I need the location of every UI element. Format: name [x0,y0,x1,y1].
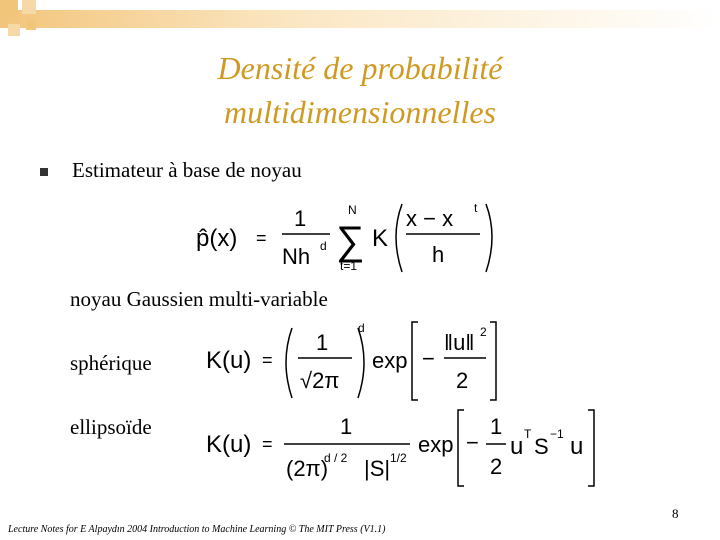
estimator-arg-exp: t [474,201,478,215]
spherical-eq: = [262,350,273,370]
spherical-den: √2π [300,368,340,393]
slide-title [150,46,570,134]
gaussian-label: noyau Gaussien multi-variable [70,287,328,311]
bullet-square-icon [40,168,48,176]
ellipsoid-quad-u: u [510,433,524,460]
header-decoration [0,0,720,40]
kernel-estimator-formula [190,196,500,280]
sum-bottom: t=1 [340,259,358,273]
ellipsoid-u: u [570,433,584,460]
sum-top: N [348,203,357,217]
spherical-exp-d: d [358,321,365,335]
ellipsoid-lhs: K(u) [206,431,252,458]
ellipsoid-det: |S| [364,456,391,481]
ellipsoid-exp: exp [418,432,454,457]
spherical-kernel-formula [200,318,510,404]
ellipsoid-half-num: 1 [490,414,503,439]
estimator-num: 1 [294,206,307,231]
ellipsoid-S: S [534,434,549,459]
footer-citation: Lecture Notes for E Alpaydın 2004 Introduction to Machine Learning © The MIT Press (V1.1) [8,524,386,535]
ellipsoid-det-exp: 1/2 [390,451,407,465]
ellipsoid-den: (2π) [286,456,329,481]
spherical-lhs: K(u) [206,347,252,374]
estimator-arg-den: h [432,242,445,267]
ellipsoid-num: 1 [340,414,353,439]
spherical-label: sphérique [70,351,152,375]
estimator-den-exp: d [320,239,327,253]
ellipsoid-S-exp: −1 [550,427,564,441]
spherical-minus: − [422,346,435,371]
estimator-arg-num: x − x [406,206,454,231]
ellipsoid-kernel-formula [200,406,600,490]
spherical-norm-den: 2 [456,368,469,393]
sum-symbol: ∑ [336,219,365,263]
title-line-1: Densité de probabilité [217,50,503,86]
ellipsoid-label: ellipsoïde [70,415,152,439]
spherical-exp: exp [372,348,408,373]
estimator-eq: = [256,228,267,248]
spherical-num: 1 [316,330,329,355]
estimator-den: Nh [282,244,311,269]
estimator-K: K [372,225,389,252]
page-number: 8 [672,506,679,521]
bullet-text: Estimateur à base de noyau [72,158,302,182]
ellipsoid-half-den: 2 [490,454,503,479]
ellipsoid-eq: = [262,434,273,454]
ellipsoid-minus: − [466,430,479,455]
spherical-norm-exp: 2 [480,325,487,339]
title-line-2: multidimensionnelles [224,94,496,130]
spherical-norm-num: ‖u‖ [444,330,475,355]
ellipsoid-den-exp: d / 2 [324,451,348,465]
ellipsoid-quad-T: T [524,427,532,441]
estimator-lhs: p̂(x) [196,225,238,252]
